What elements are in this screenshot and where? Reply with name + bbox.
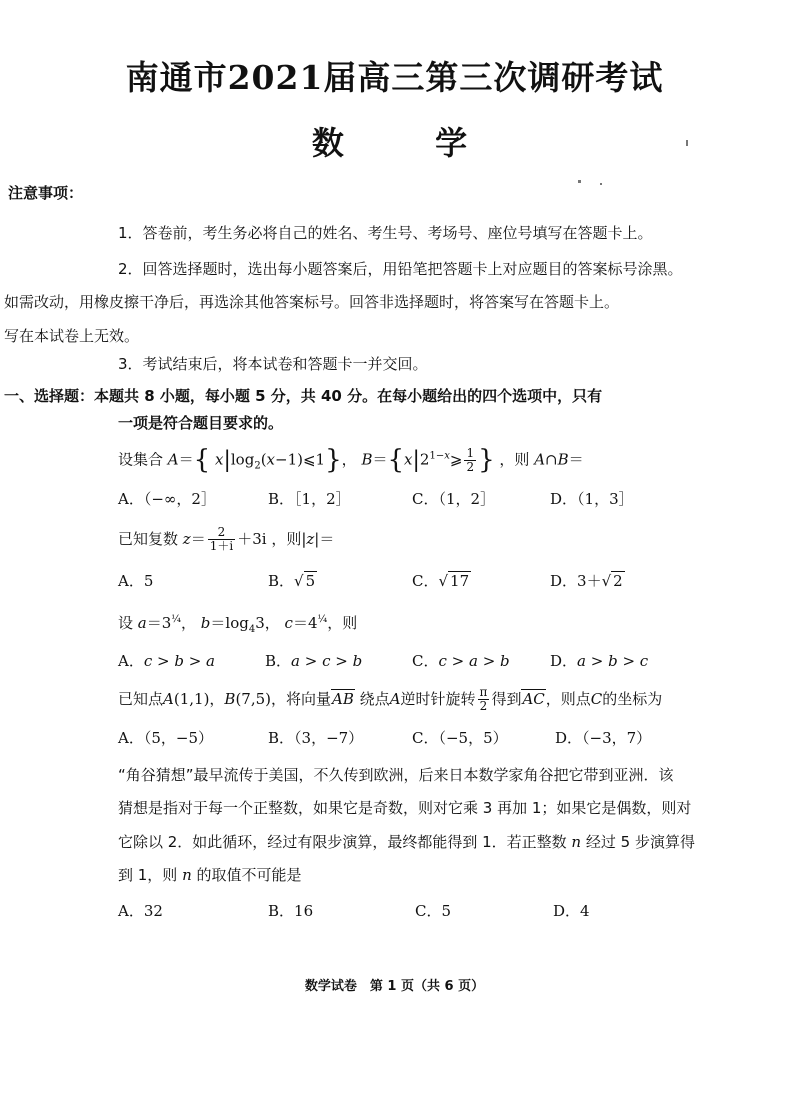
scan-speck [686, 140, 688, 146]
q1-option-c: C．（1，2］ [412, 490, 496, 508]
question-4: 已知点A(1,1)，B(7,5)，将向量AB 绕点A逆时针旋转 $\frac{\pi}{2}$ 得到AC，则点C的坐标为 [118, 685, 663, 713]
q5-option-b: B．16 [268, 902, 314, 920]
note-item-2c: 写在本试卷上无效。 [4, 327, 140, 345]
q1-set-expression: A [167, 450, 179, 469]
q2-suffix: ，则| [271, 530, 307, 548]
q2-option-b: B．√ 5 [268, 572, 316, 590]
q5-option-d: D．4 [553, 902, 590, 920]
q2-option-a: A．5 [118, 572, 154, 590]
q1-option-d: D．（1，3］ [550, 490, 634, 508]
exam-title: 南通市2021届高三第三次调研考试 [125, 58, 664, 97]
q1-option-b: B．［1，2］ [268, 490, 351, 508]
q2-prefix: 已知复数 [118, 530, 179, 548]
q4-option-c: C．（−5，5） [412, 729, 508, 747]
notes-heading: 注意事项： [8, 184, 84, 202]
q3-prefix: 设 [118, 614, 134, 632]
q2-option-c: C．√ 17 [412, 572, 470, 590]
scan-speck [578, 180, 581, 183]
question-2: 已知复数 z＝ $\frac{2}{1+i}$ ＋3i ，则|z|＝ [118, 525, 335, 553]
question-5-line-1: “角谷猜想”最早流传于美国，不久传到欧洲，后来日本数学家角谷把它带到亚洲．该 [118, 766, 674, 784]
subject-title: 数 学 [311, 124, 508, 162]
q5-option-a: A．32 [118, 902, 163, 920]
section-heading-line2: 一项是符合题目要求的。 [118, 414, 284, 432]
q1-prefix: 设集合 [118, 450, 164, 469]
question-3: 设 $a=3^{\frac{1}{4}}$， $b=\log_43$， $c=4^{\frac{1}{4}}$，则 [118, 614, 358, 635]
q3-option-c: C．c > a > b [412, 652, 510, 670]
question-5-line-3: 它除以 2．如此循环，经过有限步演算，最终都能得到 1．若正整数 n 经过 5 步演算得 [118, 833, 695, 851]
section-heading-line1: 一、选择题：本题共 8 小题，每小题 5 分，共 40 分。在每小题给出的四个选项中，只有 [4, 387, 603, 405]
q5-option-c: C．5 [415, 902, 452, 920]
q1-suffix: ，则 [499, 450, 530, 469]
note-item-3: 3．考试结束后，将本试卷和答题卡一并交回。 [118, 355, 428, 373]
q4-option-b: B．（3，−7） [268, 729, 364, 747]
note-item-1: 1．答卷前，考生务必将自己的姓名、考生号、考场号、座位号填写在答题卡上。 [118, 224, 653, 242]
q3-option-a: A．c > b > a [118, 652, 215, 670]
q2-option-d: D．3＋√ 2 [550, 572, 623, 590]
q4-option-a: A．（5，−5） [118, 729, 213, 747]
note-item-2b: 如需改动，用橡皮擦干净后，再选涂其他答案标号。回答非选择题时，将答案写在答题卡上。 [4, 293, 620, 311]
question-5-line-2: 猜想是指对于每一个正整数，如果它是奇数，则对它乘 3 再加 1；如果它是偶数，则对 [118, 799, 692, 817]
q3-option-b: B．a > c > b [265, 652, 363, 670]
scan-speck [600, 183, 602, 185]
note-item-2a: 2．回答选择题时，选出每小题答案后，用铅笔把答题卡上对应题目的答案标号涂黑。 [118, 260, 683, 278]
question-1: 设集合 A＝{ $x|\log_2(x-1)⩽1$}， $B=\{x|2^{1-x}⩾$ $\frac{1}{2}$ } ，则 A∩B＝ [118, 445, 584, 475]
q3-option-d: D．a > b > c [550, 652, 649, 670]
question-5-line-4: 到 1，则 n 的取值不可能是 [118, 866, 302, 884]
page-footer: 数学试卷 第 1 页（共 6 页） [304, 979, 485, 994]
q4-option-d: D．（−3，7） [555, 729, 652, 747]
q1-option-a: A．（−∞，2］ [118, 490, 216, 508]
